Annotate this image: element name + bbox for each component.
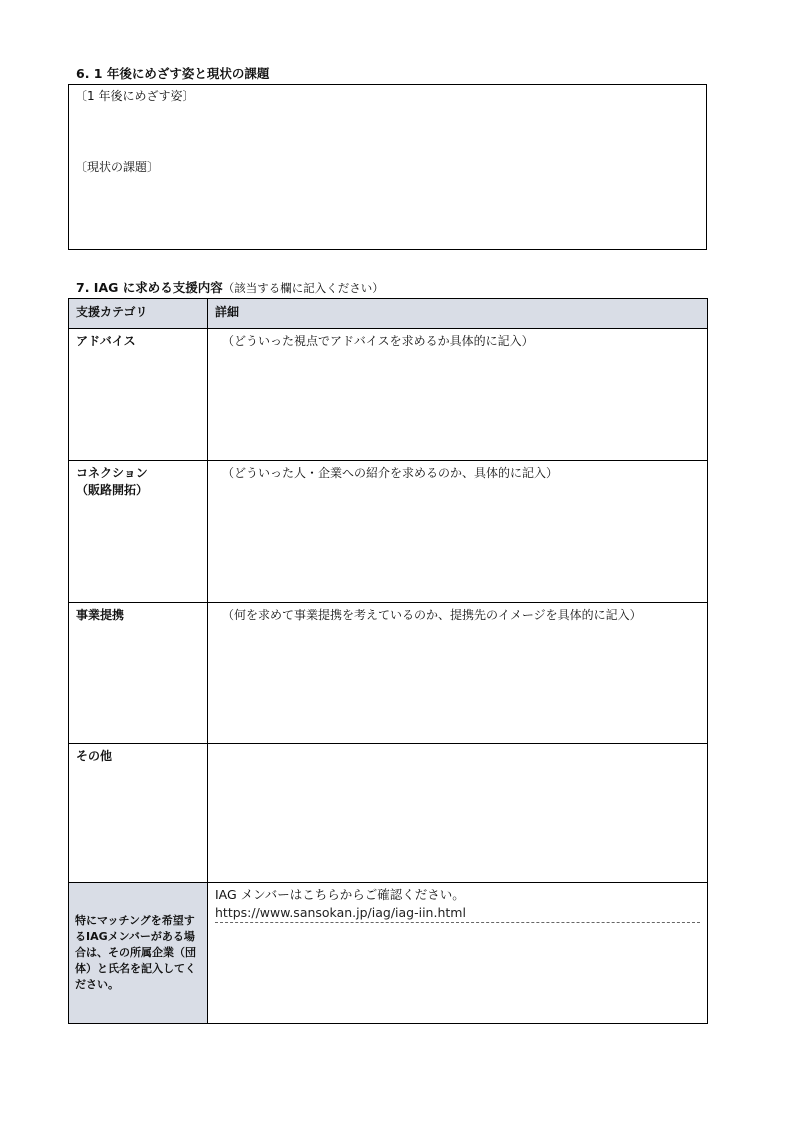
- header-detail: 詳細: [208, 299, 708, 329]
- category-label: コネクション: [76, 466, 148, 480]
- matching-label: 特にマッチングを希望するIAGメンバーがある場合は、その所属企業（団体）と氏名を記入してください。: [69, 883, 208, 1024]
- section-7-title: [76, 278, 384, 296]
- detail-advice-field[interactable]: [208, 329, 708, 461]
- iag-member-link[interactable]: https://www.sansokan.jp/iag/iag-iin.html: [215, 904, 700, 923]
- section-7-note: （該当する欄に記入ください）: [222, 281, 384, 295]
- category-label: アドバイス: [76, 334, 136, 348]
- detail-other-field[interactable]: [208, 744, 708, 883]
- row-partnership: [69, 603, 708, 744]
- row-advice: [69, 329, 708, 461]
- hint-text: （どういった人・企業への紹介を求めるのか、具体的に記入）: [222, 466, 559, 480]
- goals-and-issues-box[interactable]: [68, 84, 707, 250]
- category-partnership: [69, 603, 208, 744]
- detail-partnership-field[interactable]: [208, 603, 708, 744]
- category-label: その他: [76, 749, 113, 763]
- category-other: [69, 744, 208, 883]
- category-sublabel: （販路開拓）: [76, 483, 149, 497]
- row-connection: [69, 461, 708, 603]
- hint-text: （何を求めて事業提携を考えているのか、提携先のイメージを具体的に記入）: [222, 608, 642, 622]
- section-6-title: 6. 1 年後にめざす姿と現状の課題: [76, 66, 270, 81]
- row-other: [69, 744, 708, 883]
- issue-label: 〔現状の課題〕: [75, 160, 160, 174]
- category-connection: [69, 461, 208, 603]
- hint-text: （どういった視点でアドバイスを求めるか具体的に記入）: [222, 334, 534, 348]
- matching-field[interactable]: [208, 883, 708, 1024]
- support-table: [68, 298, 708, 1024]
- table-header-row: [69, 299, 708, 329]
- detail-connection-field[interactable]: [208, 461, 708, 603]
- row-matching: [69, 883, 708, 1024]
- section-7-title-text: 7. IAG に求める支援内容: [76, 280, 223, 295]
- goal-label: 〔1 年後にめざす姿〕: [75, 89, 195, 103]
- header-category: 支援カテゴリ: [69, 299, 208, 329]
- category-label: 事業提携: [76, 608, 125, 622]
- category-advice: [69, 329, 208, 461]
- matching-note: IAG メンバーはこちらからご確認ください。: [215, 887, 465, 902]
